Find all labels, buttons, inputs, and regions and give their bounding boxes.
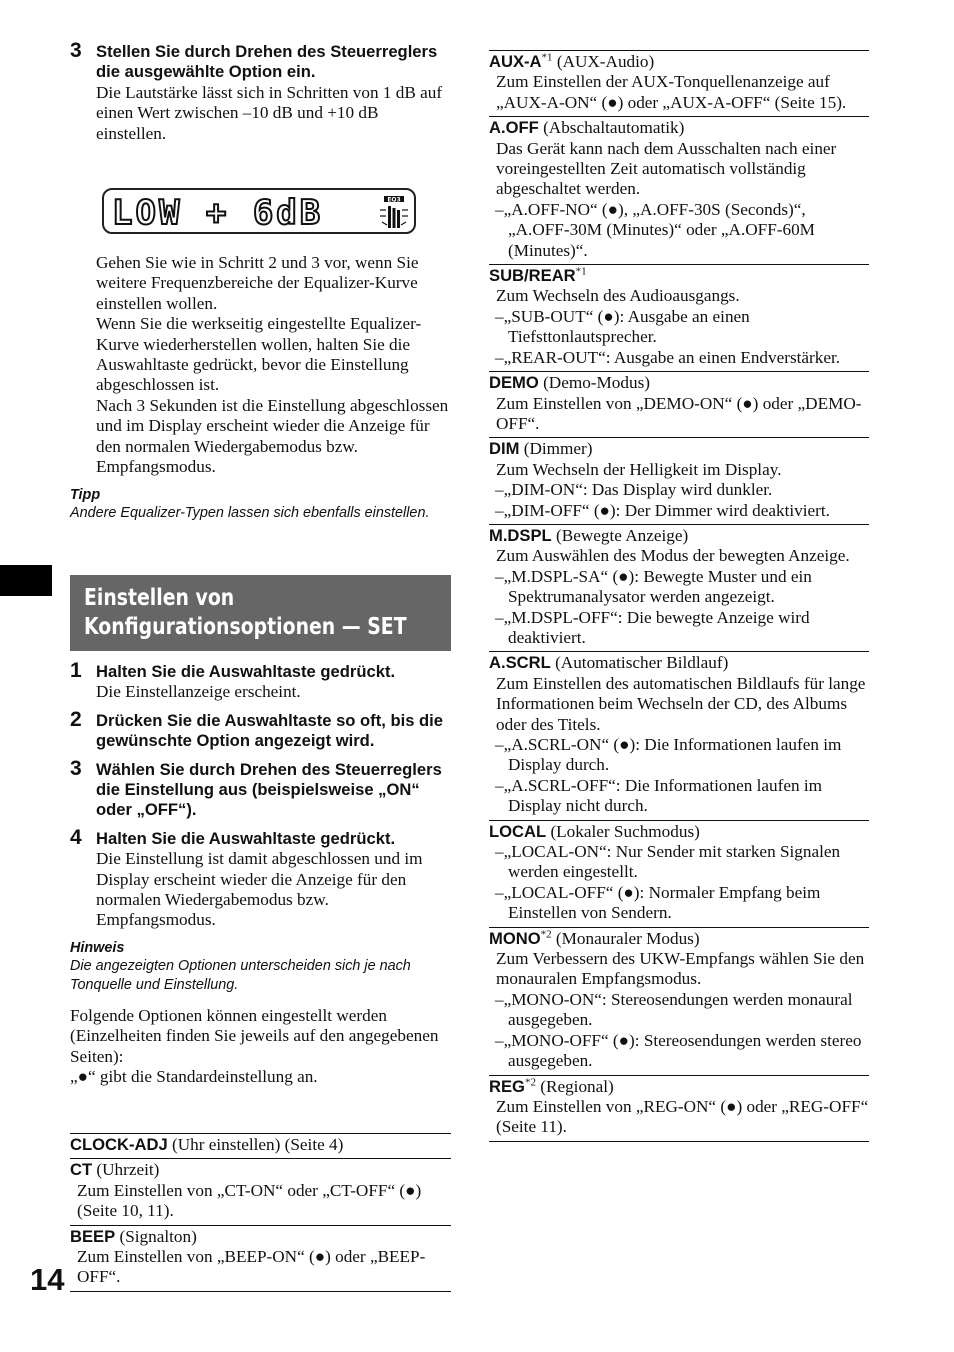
option-choice: –„LOCAL-OFF“ (●): Normaler Empfang beim Einstellen von Sendern.: [495, 882, 821, 923]
option-label: (Lokaler Suchmodus): [546, 821, 700, 841]
option-key: CLOCK-ADJ: [70, 1135, 168, 1154]
step-title: Halten Sie die Auswahltaste gedrückt.: [96, 828, 396, 848]
option-choice: –„DIM-OFF“ (●): Der Dimmer wird deaktiviert.: [495, 500, 830, 520]
step-number: 3: [70, 39, 82, 62]
step-number: 3: [70, 756, 82, 780]
option-a-scrl: [489, 651, 869, 819]
option-label: (Automatischer Bildlauf): [550, 653, 729, 673]
option-choice: –„REAR-OUT“: Ausgabe an einen Endverstärker.: [495, 347, 841, 367]
set-step-2: [70, 707, 451, 752]
step-body: Die Einstellanzeige erscheint.: [96, 682, 301, 702]
option-a-off: [489, 116, 869, 264]
step-number: 4: [70, 825, 82, 849]
left-content: [70, 253, 451, 523]
option-desc: Zum Einstellen von „DEMO-ON“ (●) oder „DEMO-OFF“.: [496, 393, 862, 433]
option-choice: –„A.OFF-NO“ (●), „A.OFF-30S (Seconds)“, „A.OFF-30M (Minutes)“ oder „A.OFF-60M (Minutes)“.: [495, 199, 815, 260]
option-clock-adj: [70, 1133, 451, 1158]
step-3-adjust: [70, 39, 451, 144]
option-key: SUB/REAR: [489, 266, 576, 286]
option-choice: –„MONO-OFF“ (●): Stereosendungen werden stereo ausgegeben.: [495, 1030, 862, 1071]
option-choice: –„MONO-ON“: Stereosendungen werden monaural ausgegeben.: [495, 989, 853, 1030]
option-sub-rear: [489, 264, 869, 371]
paragraph-restore: Wenn Sie die werkseitig eingestellte Equalizer-Kurve wiederherstellen wollen, halten Sie die Auswahltaste gedrückt, bevor die Einstellung abgeschlossen ist.: [96, 314, 422, 395]
step-title: Halten Sie die Auswahltaste gedrückt.: [96, 662, 396, 681]
option-desc: Zum Einstellen von „CT-ON“ oder „CT-OFF“ (●) (Seite 10, 11).: [77, 1180, 422, 1221]
option-choice: –„M.DSPL-SA“ (●): Bewegte Muster und ein Spektrumanalysator werden angezeigt.: [495, 566, 812, 607]
footnote-marker: *2: [524, 1075, 536, 1088]
option-key: AUX-A: [489, 52, 542, 71]
set-step-3: [70, 756, 451, 821]
section-banner-wrap: [70, 575, 451, 651]
footnote-marker: *1: [575, 265, 587, 278]
option-choice: –„SUB-OUT“ (●): Ausgabe an einen Tiefsttonlautsprecher.: [495, 306, 750, 347]
note-text: Die angezeigten Optionen unterscheiden sich je nach Tonquelle und Einstellung.: [70, 957, 411, 993]
step-title: Stellen Sie durch Drehen des Steuerreglers die ausgewählte Option ein.: [96, 42, 438, 82]
option-choice: –„DIM-ON“: Das Display wird dunkler.: [495, 480, 773, 500]
option-local: [489, 820, 869, 927]
option-desc: Zum Wechseln des Audioausgangs.: [496, 286, 740, 306]
option-label: (Uhrzeit): [92, 1160, 160, 1180]
option-label: (Monauraler Modus): [551, 928, 700, 948]
equalizer-icon: [376, 194, 412, 230]
note-heading: Hinweis: [70, 939, 125, 956]
tip-heading: Tipp: [70, 487, 101, 504]
option-key: M.DSPL: [489, 525, 552, 545]
option-desc: Zum Wechseln der Helligkeit im Display.: [496, 459, 782, 479]
option-m-dspl: [489, 524, 869, 651]
default-marker-note: „●“ gibt die Standardeinstellung an.: [70, 1067, 318, 1087]
option-desc: Zum Verbessern des UKW-Empfangs wählen Sie den monauralen Empfangsmodus.: [496, 949, 865, 989]
option-choice: –„A.SCRL-ON“ (●): Die Informationen laufen im Display durch.: [495, 735, 842, 775]
step-body: Die Einstellung ist damit abgeschlossen und im Display erscheint wieder die Anzeige für den normalen Wiedergabemodus bzw. Empfangsmodus.: [96, 849, 423, 930]
option-key: REG: [489, 1076, 525, 1096]
tip-box: [70, 486, 451, 523]
option-demo: [489, 371, 869, 437]
step-title: Wählen Sie durch Drehen des Steuerreglers die Einstellung aus (beispielsweise „ON“ oder „OFF“).: [96, 759, 442, 820]
set-step-1: [70, 659, 451, 703]
option-key: A.OFF: [489, 118, 539, 138]
paragraph-repeat: Gehen Sie wie in Schritt 2 und 3 vor, wenn Sie weitere Frequenzbereiche der Equalizer-Kurve einstellen wollen.: [96, 253, 419, 313]
chapter-tab-marker: [0, 565, 52, 596]
option-desc: Zum Einstellen von „REG-ON“ (●) oder „REG-OFF“ (Seite 11).: [496, 1096, 869, 1137]
paragraph-timeout: Nach 3 Sekunden ist die Einstellung abgeschlossen und im Display erscheint wieder die Anzeige für den normalen Wiedergabemodus bzw. Empfangsmodus.: [96, 395, 449, 477]
option-choice: –„M.DSPL-OFF“: Die bewegte Anzeige wird deaktiviert.: [495, 607, 810, 647]
option-desc: Zum Einstellen von „BEEP-ON“ (●) oder „BEEP-OFF“.: [77, 1247, 426, 1287]
option-label: (Uhr einstellen) (Seite 4): [167, 1135, 344, 1154]
step-number: 1: [70, 659, 82, 682]
option-dim: [489, 437, 869, 524]
option-label: (Demo-Modus): [538, 373, 651, 393]
section-heading: [70, 575, 451, 651]
option-reg: [489, 1075, 869, 1142]
option-key: MONO: [489, 928, 541, 948]
set-step-4: [70, 825, 451, 931]
option-ct: [70, 1158, 451, 1224]
option-choice: –„A.SCRL-OFF“: Die Informationen laufen im Display nicht durch.: [495, 775, 822, 816]
option-desc: Das Gerät kann nach dem Ausschalten nach einer voreingestellten Zeit automatisch vollständig abgeschaltet werden.: [496, 138, 837, 199]
set-procedure: [70, 659, 451, 1088]
section-heading-line1: Einstellen von: [84, 585, 235, 611]
option-key: LOCAL: [489, 821, 547, 841]
option-mono: [489, 927, 869, 1075]
step-body: Die Lautstärke lässt sich in Schritten von 1 dB auf einen Wert zwischen –10 dB und +10 dB einstellen.: [96, 82, 443, 143]
step-title: Drücken Sie die Auswahltaste so oft, bis die gewünschte Option angezeigt wird.: [96, 710, 444, 751]
lcd-text: LOW + 6dB: [112, 193, 324, 233]
left-column: [70, 39, 451, 144]
options-list-right: [489, 50, 869, 1142]
tip-text: Andere Equalizer-Typen lassen sich ebenfalls einstellen.: [70, 505, 430, 522]
option-desc: Zum Einstellen des automatischen Bildlaufs für lange Informationen beim Wechseln der CD, des Albums oder des Titels.: [496, 673, 866, 734]
lcd-display-illustration: [102, 188, 416, 234]
eq-badge: EQ3: [387, 196, 401, 204]
option-desc: Zum Auswählen des Modus der bewegten Anzeige.: [496, 546, 850, 566]
option-key: DEMO: [489, 373, 539, 393]
option-label: (Dimmer): [519, 439, 593, 459]
option-label: (Abschaltautomatik): [538, 118, 685, 138]
options-list-left: [70, 1133, 451, 1292]
page-number: 14: [30, 1262, 65, 1297]
option-key: BEEP: [70, 1226, 116, 1246]
footnote-marker: *2: [540, 927, 552, 940]
option-key: CT: [70, 1160, 93, 1180]
section-heading-line2: Konfigurationsoptionen — SET: [84, 614, 407, 640]
option-key: DIM: [489, 439, 520, 459]
option-desc: Zum Einstellen der AUX-Tonquellenanzeige auf „AUX-A-ON“ (●) oder „AUX-A-OFF“ (Seite 15).: [496, 72, 847, 112]
option-label: (Regional): [535, 1076, 614, 1096]
footnote-marker: *1: [541, 51, 553, 64]
option-choice: –„LOCAL-ON“: Nur Sender mit starken Signalen werden eingestellt.: [495, 842, 841, 882]
option-label: (Signalton): [115, 1226, 197, 1246]
options-intro: Folgende Optionen können eingestellt werden (Einzelheiten finden Sie jeweils auf den angegebenen Seiten):: [70, 1005, 439, 1066]
note-box: [70, 939, 451, 995]
option-label: (Bewegte Anzeige): [551, 525, 689, 545]
step-number: 2: [70, 707, 82, 731]
option-label: (AUX-Audio): [552, 52, 655, 71]
option-key: A.SCRL: [489, 653, 551, 673]
option-beep: [70, 1225, 451, 1292]
option-aux-a: [489, 50, 869, 116]
